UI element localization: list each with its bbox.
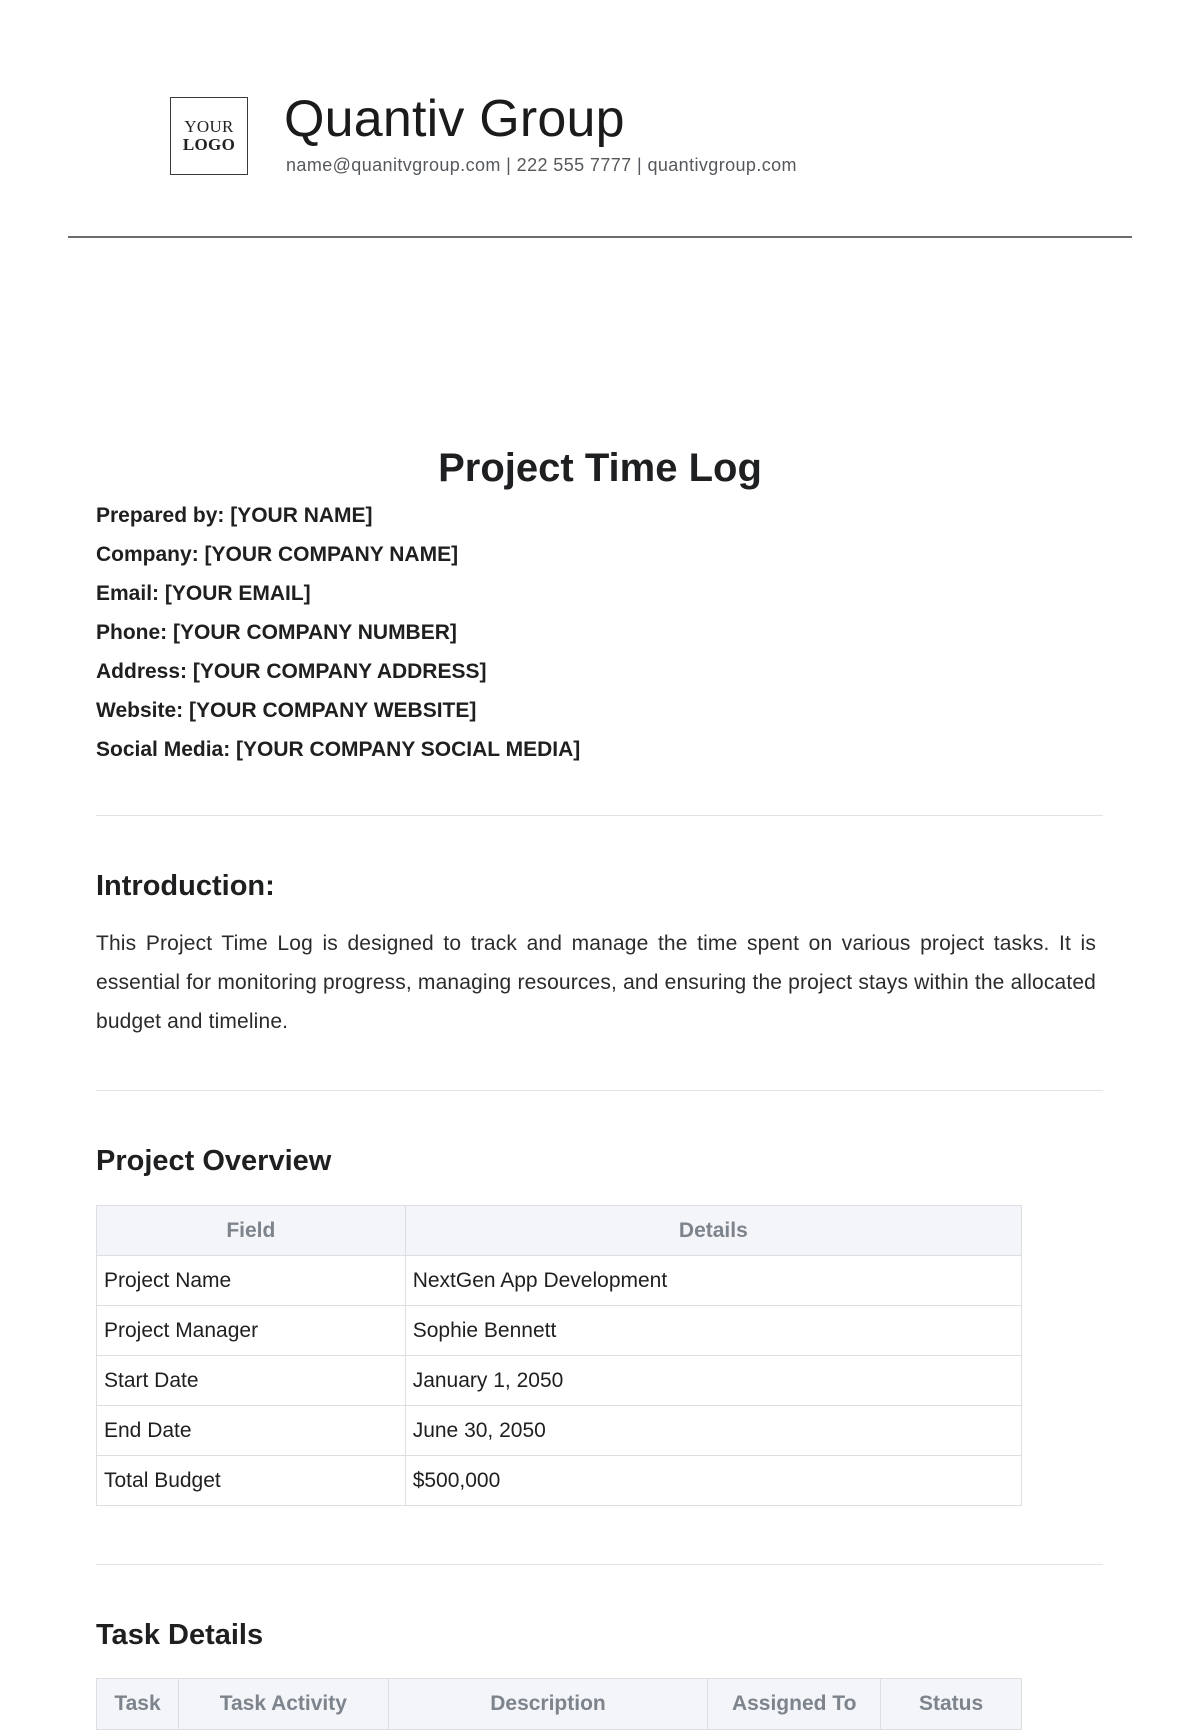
info-label: Prepared by xyxy=(96,504,218,527)
info-company: Company: [YOUR COMPANY NAME] xyxy=(96,543,459,566)
column-header-status: Status xyxy=(881,1679,1022,1730)
task-details-table xyxy=(96,1678,1022,1730)
info-prepared-by: Prepared by: [YOUR NAME] xyxy=(96,504,373,527)
table-row xyxy=(97,1456,1022,1506)
info-phone: Phone: [YOUR COMPANY NUMBER] xyxy=(96,621,457,644)
table-cell-field: Total Budget xyxy=(97,1456,406,1506)
section-divider xyxy=(96,1564,1103,1565)
info-label: Company xyxy=(96,543,192,566)
info-address: Address: [YOUR COMPANY ADDRESS] xyxy=(96,660,487,683)
column-header-task-activity: Task Activity xyxy=(178,1679,388,1730)
task-details-heading: Task Details xyxy=(96,1619,264,1651)
column-header-assigned-to: Assigned To xyxy=(708,1679,881,1730)
logo-text-line2: LOGO xyxy=(182,135,236,154)
prepared-info-list xyxy=(96,496,580,769)
project-overview-table xyxy=(96,1205,1022,1506)
info-website: Website: [YOUR COMPANY WEBSITE] xyxy=(96,699,477,722)
table-cell-field: Project Manager xyxy=(97,1306,406,1356)
info-value: [YOUR EMAIL] xyxy=(164,582,311,605)
company-name: Quantiv Group xyxy=(284,90,625,148)
table-cell-details: June 30, 2050 xyxy=(405,1406,1021,1456)
info-value: [YOUR COMPANY NUMBER] xyxy=(173,621,457,644)
section-divider xyxy=(96,1090,1103,1091)
section-divider xyxy=(96,815,1103,816)
info-value: [YOUR NAME] xyxy=(230,504,373,527)
info-value: [YOUR COMPANY ADDRESS] xyxy=(192,660,487,683)
info-label: Phone xyxy=(96,621,161,644)
info-email: Email: [YOUR EMAIL] xyxy=(96,582,311,605)
table-row xyxy=(97,1306,1022,1356)
table-cell-field: Start Date xyxy=(97,1356,406,1406)
logo-text-line1: YOUR xyxy=(184,117,234,137)
project-overview-heading: Project Overview xyxy=(96,1145,332,1177)
table-cell-details: $500,000 xyxy=(405,1456,1021,1506)
table-cell-details: NextGen App Development xyxy=(405,1256,1021,1306)
column-header-description: Description xyxy=(388,1679,707,1730)
info-social-media: Social Media: [YOUR COMPANY SOCIAL MEDIA] xyxy=(96,738,581,761)
info-label: Social Media xyxy=(96,738,224,761)
table-row xyxy=(97,1256,1022,1306)
company-logo-placeholder xyxy=(170,97,248,175)
info-label: Website xyxy=(96,699,177,722)
info-label: Address xyxy=(96,660,181,683)
table-row xyxy=(97,1406,1022,1456)
table-cell-details: January 1, 2050 xyxy=(405,1356,1021,1406)
table-header-row xyxy=(97,1679,1022,1730)
column-header-details: Details xyxy=(405,1206,1021,1256)
table-header-row xyxy=(97,1206,1022,1256)
info-value: [YOUR COMPANY SOCIAL MEDIA] xyxy=(236,738,581,761)
introduction-heading: Introduction: xyxy=(96,870,275,902)
column-header-field: Field xyxy=(97,1206,406,1256)
info-label: Email xyxy=(96,582,153,605)
introduction-body: This Project Time Log is designed to track and manage the time spent on various project tasks. It is essential for monitoring progress, managing resources, and ensuring the project stays within the allocated budget and timeline. xyxy=(96,932,1096,1033)
document-title: Project Time Log xyxy=(438,446,762,490)
info-value: [YOUR COMPANY WEBSITE] xyxy=(188,699,477,722)
table-cell-details: Sophie Bennett xyxy=(405,1306,1021,1356)
info-value: [YOUR COMPANY NAME] xyxy=(204,543,459,566)
column-header-task: Task xyxy=(97,1679,179,1730)
table-cell-field: End Date xyxy=(97,1406,406,1456)
table-row xyxy=(97,1356,1022,1406)
company-contact-line: name@quanitvgroup.com | 222 555 7777 | quantivgroup.com xyxy=(286,155,797,175)
table-cell-field: Project Name xyxy=(97,1256,406,1306)
header-divider xyxy=(68,236,1132,238)
